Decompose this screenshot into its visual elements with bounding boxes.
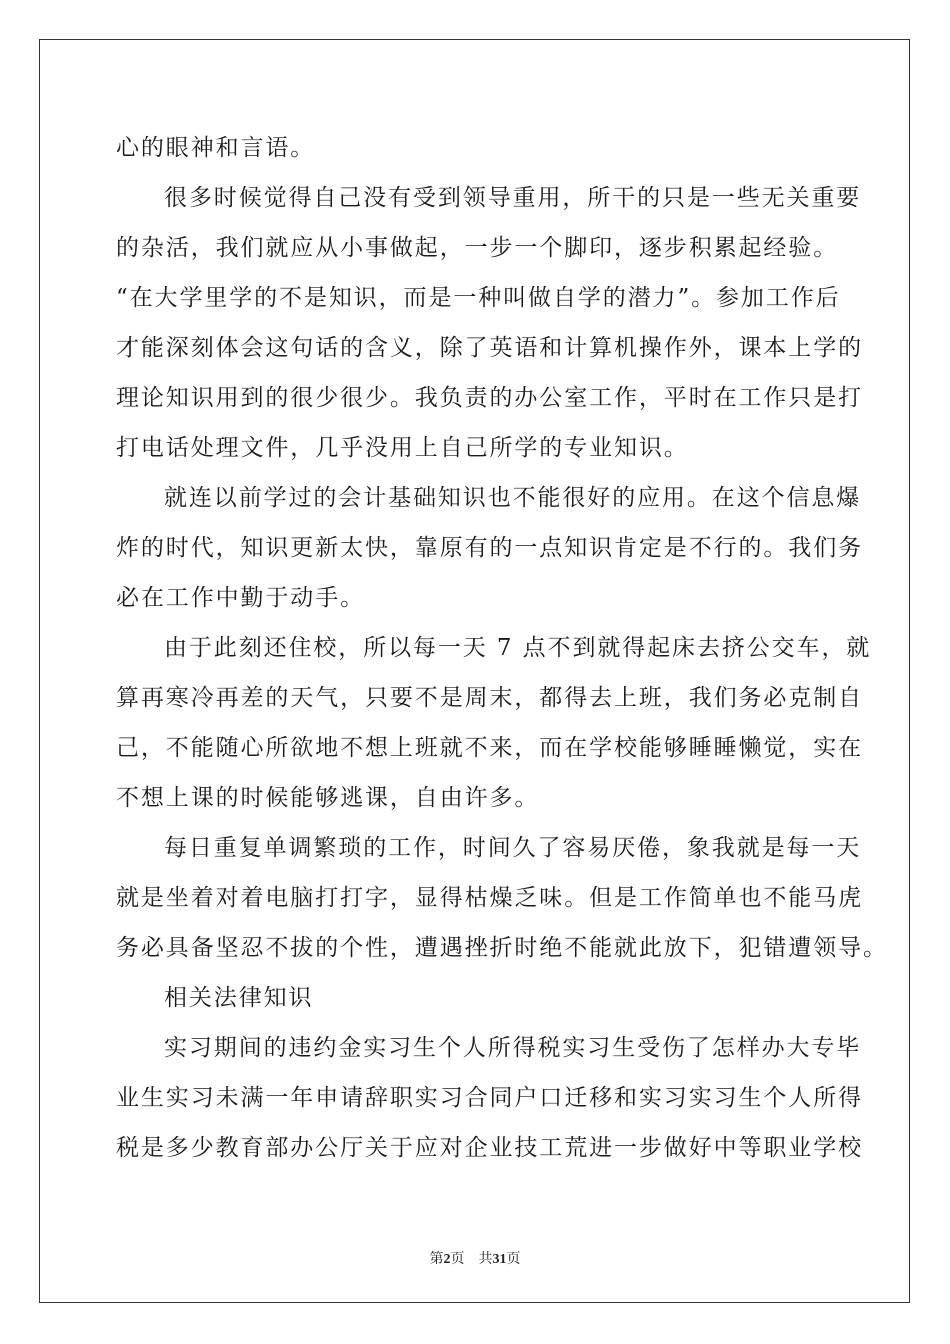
paragraph-line: 必在工作中勤于动手。 xyxy=(116,585,365,611)
paragraph-line: 己，不能随心所欲地不想上班就不来，而在学校能够睡睡懒觉，实在 xyxy=(116,735,863,761)
paragraph-line: 税是多少教育部办公厅关于应对企业技工荒进一步做好中等职业学校 xyxy=(116,1135,863,1161)
paragraph-line: 不想上课的时候能够逃课，自由许多。 xyxy=(116,785,540,811)
paragraph-line: 实习期间的违约金实习生个人所得税实习生受伤了怎样办大专毕 xyxy=(164,1035,862,1061)
paragraph-line: 每日重复单调繁琐的工作，时间久了容易厌倦，象我就是每一天 xyxy=(164,835,862,861)
page-current: 2 xyxy=(443,1252,451,1267)
paragraph-line: 理论知识用到的很少很少。我负责的办公室工作，平时在工作只是打 xyxy=(116,385,863,411)
page-border xyxy=(39,39,910,1303)
paragraph-line: 就是坐着对着电脑打打字，显得枯燥乏味。但是工作简单也不能马虎 xyxy=(116,885,863,911)
paragraph-line: 业生实习未满一年申请辞职实习合同户口迁移和实习实习生个人所得 xyxy=(116,1085,863,1111)
paragraph-line: 才能深刻体会这句话的含义，除了英语和计算机操作外，课本上学的 xyxy=(116,335,863,361)
paragraph-line: 炸的时代，知识更新太快，靠原有的一点知识肯定是不行的。我们务 xyxy=(116,535,863,561)
paragraph-line: 算再寒冷再差的天气，只要不是周末，都得去上班，我们务必克制自 xyxy=(116,685,863,711)
paragraph-line: “在大学里学的不是知识，而是一种叫做自学的潜力”。参加工作后 xyxy=(116,285,841,311)
page-suffix: 页 xyxy=(450,1251,465,1267)
total-prefix: 共 xyxy=(478,1251,493,1267)
total-suffix: 页 xyxy=(506,1251,521,1267)
paragraph-line: 由于此刻还住校，所以每一天 7 点不到就得起床去挤公交车，就 xyxy=(164,635,872,661)
page-total: 31 xyxy=(492,1252,507,1267)
paragraph-line: 打电话处理文件，几乎没用上自己所学的专业知识。 xyxy=(116,435,689,461)
paragraph-line: 心的眼神和言语。 xyxy=(116,135,316,161)
section-heading: 相关法律知识 xyxy=(164,985,314,1011)
page-prefix: 第 xyxy=(429,1251,444,1267)
page-footer xyxy=(0,1248,950,1268)
paragraph-line: 很多时候觉得自己没有受到领导重用，所干的只是一些无关重要 xyxy=(164,185,862,211)
paragraph-line: 就连以前学过的会计基础知识也不能很好的应用。在这个信息爆 xyxy=(164,485,862,511)
paragraph-line: 的杂活，我们就应从小事做起，一步一个脚印，逐步积累起经验。 xyxy=(116,235,839,261)
paragraph-line: 务必具备坚忍不拔的个性，遭遇挫折时绝不能就此放下，犯错遭领导。 xyxy=(116,935,888,961)
